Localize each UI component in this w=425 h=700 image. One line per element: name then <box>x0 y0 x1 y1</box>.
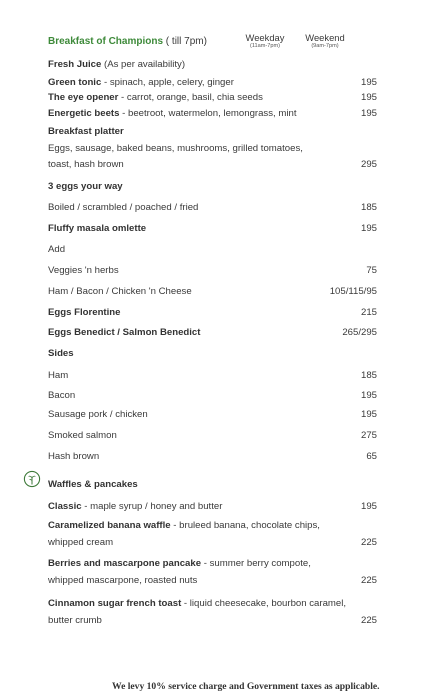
item-name: Energetic beets <box>48 108 120 119</box>
veg-leaf-icon <box>23 470 41 488</box>
service-charge-note: We levy 10% service charge and Government taxes as applicable. <box>112 681 380 692</box>
side-name: Smoked salmon <box>48 430 117 441</box>
florentine-name: Eggs Florentine <box>48 307 121 318</box>
item-desc: - carrot, orange, basil, chia seeds <box>118 92 263 103</box>
item-name: Caramelized banana waffle <box>48 520 171 531</box>
section-title-text: Breakfast of Champions <box>48 36 164 47</box>
menu-item <box>48 598 346 610</box>
item-price: 195 <box>360 108 377 119</box>
eggs-heading: 3 eggs your way <box>48 181 123 192</box>
item-desc-line2: butter crumb <box>48 615 102 626</box>
item-name: Berries and mascarpone pancake <box>48 558 202 569</box>
side-price: 195 <box>360 409 377 420</box>
add-label: Add <box>48 244 66 255</box>
side-price: 275 <box>360 430 377 441</box>
juice-heading <box>48 59 185 71</box>
menu-item <box>48 77 234 89</box>
addon-price: 105/115/95 <box>329 286 377 297</box>
item-desc: - liquid cheesecake, bourbon caramel, <box>181 598 347 609</box>
benedict-name: Eggs Benedict / Salmon Benedict <box>48 327 201 338</box>
waffles-heading: Waffles & pancakes <box>48 479 138 490</box>
item-name: Classic <box>48 501 82 512</box>
benedict-price: 265/295 <box>342 327 377 338</box>
omlette-heading: Fluffy masala omlette <box>48 223 147 234</box>
item-desc-line2: whipped cream <box>48 537 114 548</box>
weekend-label: Weekend <box>305 32 345 43</box>
item-desc: - spinach, apple, celery, ginger <box>101 77 234 88</box>
menu-item <box>48 108 296 120</box>
weekday-hours: (11am-7pm) <box>249 43 281 49</box>
platter-desc-line2: toast, hash brown <box>48 159 124 170</box>
side-price: 195 <box>360 390 377 401</box>
section-title-note: ( till 7pm) <box>163 36 207 47</box>
eggs-line: Boiled / scrambled / poached / fried <box>48 202 199 213</box>
menu-item <box>48 501 222 513</box>
platter-desc-line1: Eggs, sausage, baked beans, mushrooms, grilled tomatoes, <box>48 143 303 154</box>
addon-name: Ham / Bacon / Chicken 'n Cheese <box>48 286 192 297</box>
item-name: The eye opener <box>48 92 119 103</box>
item-desc-line2: whipped mascarpone, roasted nuts <box>48 575 198 586</box>
item-name: Cinnamon sugar french toast <box>48 598 182 609</box>
item-desc: - summer berry compote, <box>201 558 311 569</box>
side-price: 185 <box>360 370 377 381</box>
platter-heading: Breakfast platter <box>48 126 124 137</box>
side-price: 65 <box>366 451 377 462</box>
item-price: 225 <box>360 615 377 626</box>
eggs-price: 185 <box>360 202 377 213</box>
side-name: Ham <box>48 370 69 381</box>
menu-item <box>48 558 311 570</box>
juice-heading-note: (As per availability) <box>101 59 186 70</box>
menu-item <box>48 520 320 532</box>
sides-heading: Sides <box>48 348 74 359</box>
item-name: Green tonic <box>48 77 102 88</box>
item-price: 225 <box>360 537 377 548</box>
item-price: 195 <box>360 501 377 512</box>
item-desc: - bruleed banana, chocolate chips, <box>170 520 320 531</box>
addon-price: 75 <box>366 265 377 276</box>
item-price: 195 <box>360 77 377 88</box>
weekend-column-header <box>300 32 350 50</box>
weekend-hours: (9am-7pm) <box>311 43 339 49</box>
item-price: 225 <box>360 575 377 586</box>
menu-item <box>48 92 263 104</box>
section-title <box>48 36 207 48</box>
juice-heading-text: Fresh Juice <box>48 59 102 70</box>
side-name: Sausage pork / chicken <box>48 409 148 420</box>
florentine-price: 215 <box>360 307 377 318</box>
side-name: Bacon <box>48 390 76 401</box>
platter-price: 295 <box>360 159 377 170</box>
omlette-price: 195 <box>360 223 377 234</box>
addon-name: Veggies 'n herbs <box>48 265 119 276</box>
side-name: Hash brown <box>48 451 100 462</box>
weekday-label: Weekday <box>245 32 285 43</box>
item-desc: - maple syrup / honey and butter <box>81 501 223 512</box>
item-desc: - beetroot, watermelon, lemongrass, mint <box>119 108 297 119</box>
weekday-column-header <box>240 32 290 50</box>
item-price: 195 <box>360 92 377 103</box>
